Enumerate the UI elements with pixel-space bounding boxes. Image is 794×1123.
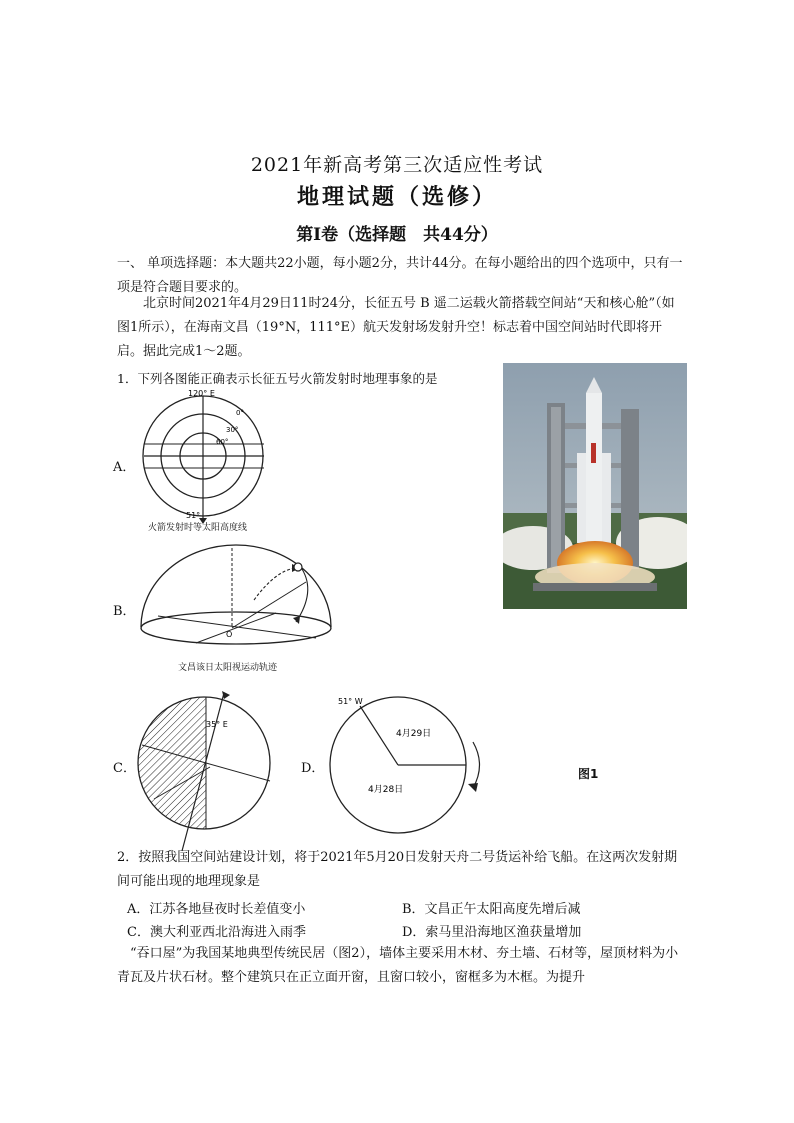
ring-label-30: 30°	[226, 426, 239, 434]
bottom-label: 51°	[186, 511, 201, 520]
question2-stem: 2．按照我国空间站建设计划，将于2021年5月20日发射天舟二号货运补给飞船。在这两次发射期间可能出现的地理现象是	[117, 850, 678, 889]
meridian-label: 51° W	[338, 697, 363, 706]
top-label: 120° E	[188, 389, 215, 398]
figure1-label: 图1	[578, 767, 599, 781]
section1-instructions: 一、 单项选择题：本大题共22小题，每小题2分，共计44分。在每小题给出的四个选项中，只有一项是符合题目要求的。	[117, 256, 683, 295]
option-a-diagram	[136, 388, 276, 534]
q2-option-c: C．澳大利亚西北沿海进入雨季	[127, 925, 306, 940]
option-d-label: D．	[301, 761, 325, 776]
subject-title: 地理试题（选修）	[296, 184, 497, 210]
q2-option-a: A．江苏各地昼夜时长差值变小	[127, 902, 306, 917]
center-label: O	[226, 630, 233, 639]
ring-label-60: 60°	[216, 438, 229, 446]
rocket-launch-photo	[503, 363, 687, 609]
option-a-label: A．	[113, 460, 136, 475]
option-a-caption: 火箭发射时等太阳高度线	[148, 523, 248, 533]
option-b-label: B．	[113, 604, 136, 619]
passage1: 北京时间2021年4月29日11时24分，长征五号 B 遥二运载火箭搭载空间站“天和核心舱”（如图1所示），在海南文昌（19°N，111°E）航天发射场发射升空！标志着中国空间站时代即将开启。据此完成1～2题。	[117, 296, 675, 359]
sector-top: 4月29日	[396, 729, 432, 739]
option-c-diagram	[134, 685, 284, 855]
exam-title: 2021年新高考第三次适应性考试	[250, 154, 544, 176]
option-b-diagram	[136, 542, 336, 660]
question1-stem: 1．下列各图能正确表示长征五号火箭发射时地理事象的是	[117, 371, 438, 386]
option-d-diagram	[318, 690, 488, 840]
q2-option-b: B．文昌正午太阳高度先增后减	[402, 902, 581, 917]
sector-bottom: 4月28日	[368, 785, 404, 795]
option-c-label: C．	[113, 761, 136, 776]
option-b-caption: 文昌该日太阳视运动轨迹	[178, 663, 278, 673]
sun-icon	[294, 563, 302, 571]
volume-title: 第Ⅰ卷（选择题 共44分）	[296, 225, 498, 245]
q2-option-d: D．索马里沿海地区渔获量增加	[402, 925, 582, 940]
ring-label-0: 0°	[236, 409, 244, 417]
meridian-label: 35° E	[206, 720, 228, 729]
passage2: “吞口屋”为我国某地典型传统民居（图2），墙体主要采用木材、夯土墙、石材等，屋顶材料为小青瓦及片状石材。整个建筑只在正立面开窗，且窗口较小，窗框多为木框。为提升	[117, 946, 679, 985]
